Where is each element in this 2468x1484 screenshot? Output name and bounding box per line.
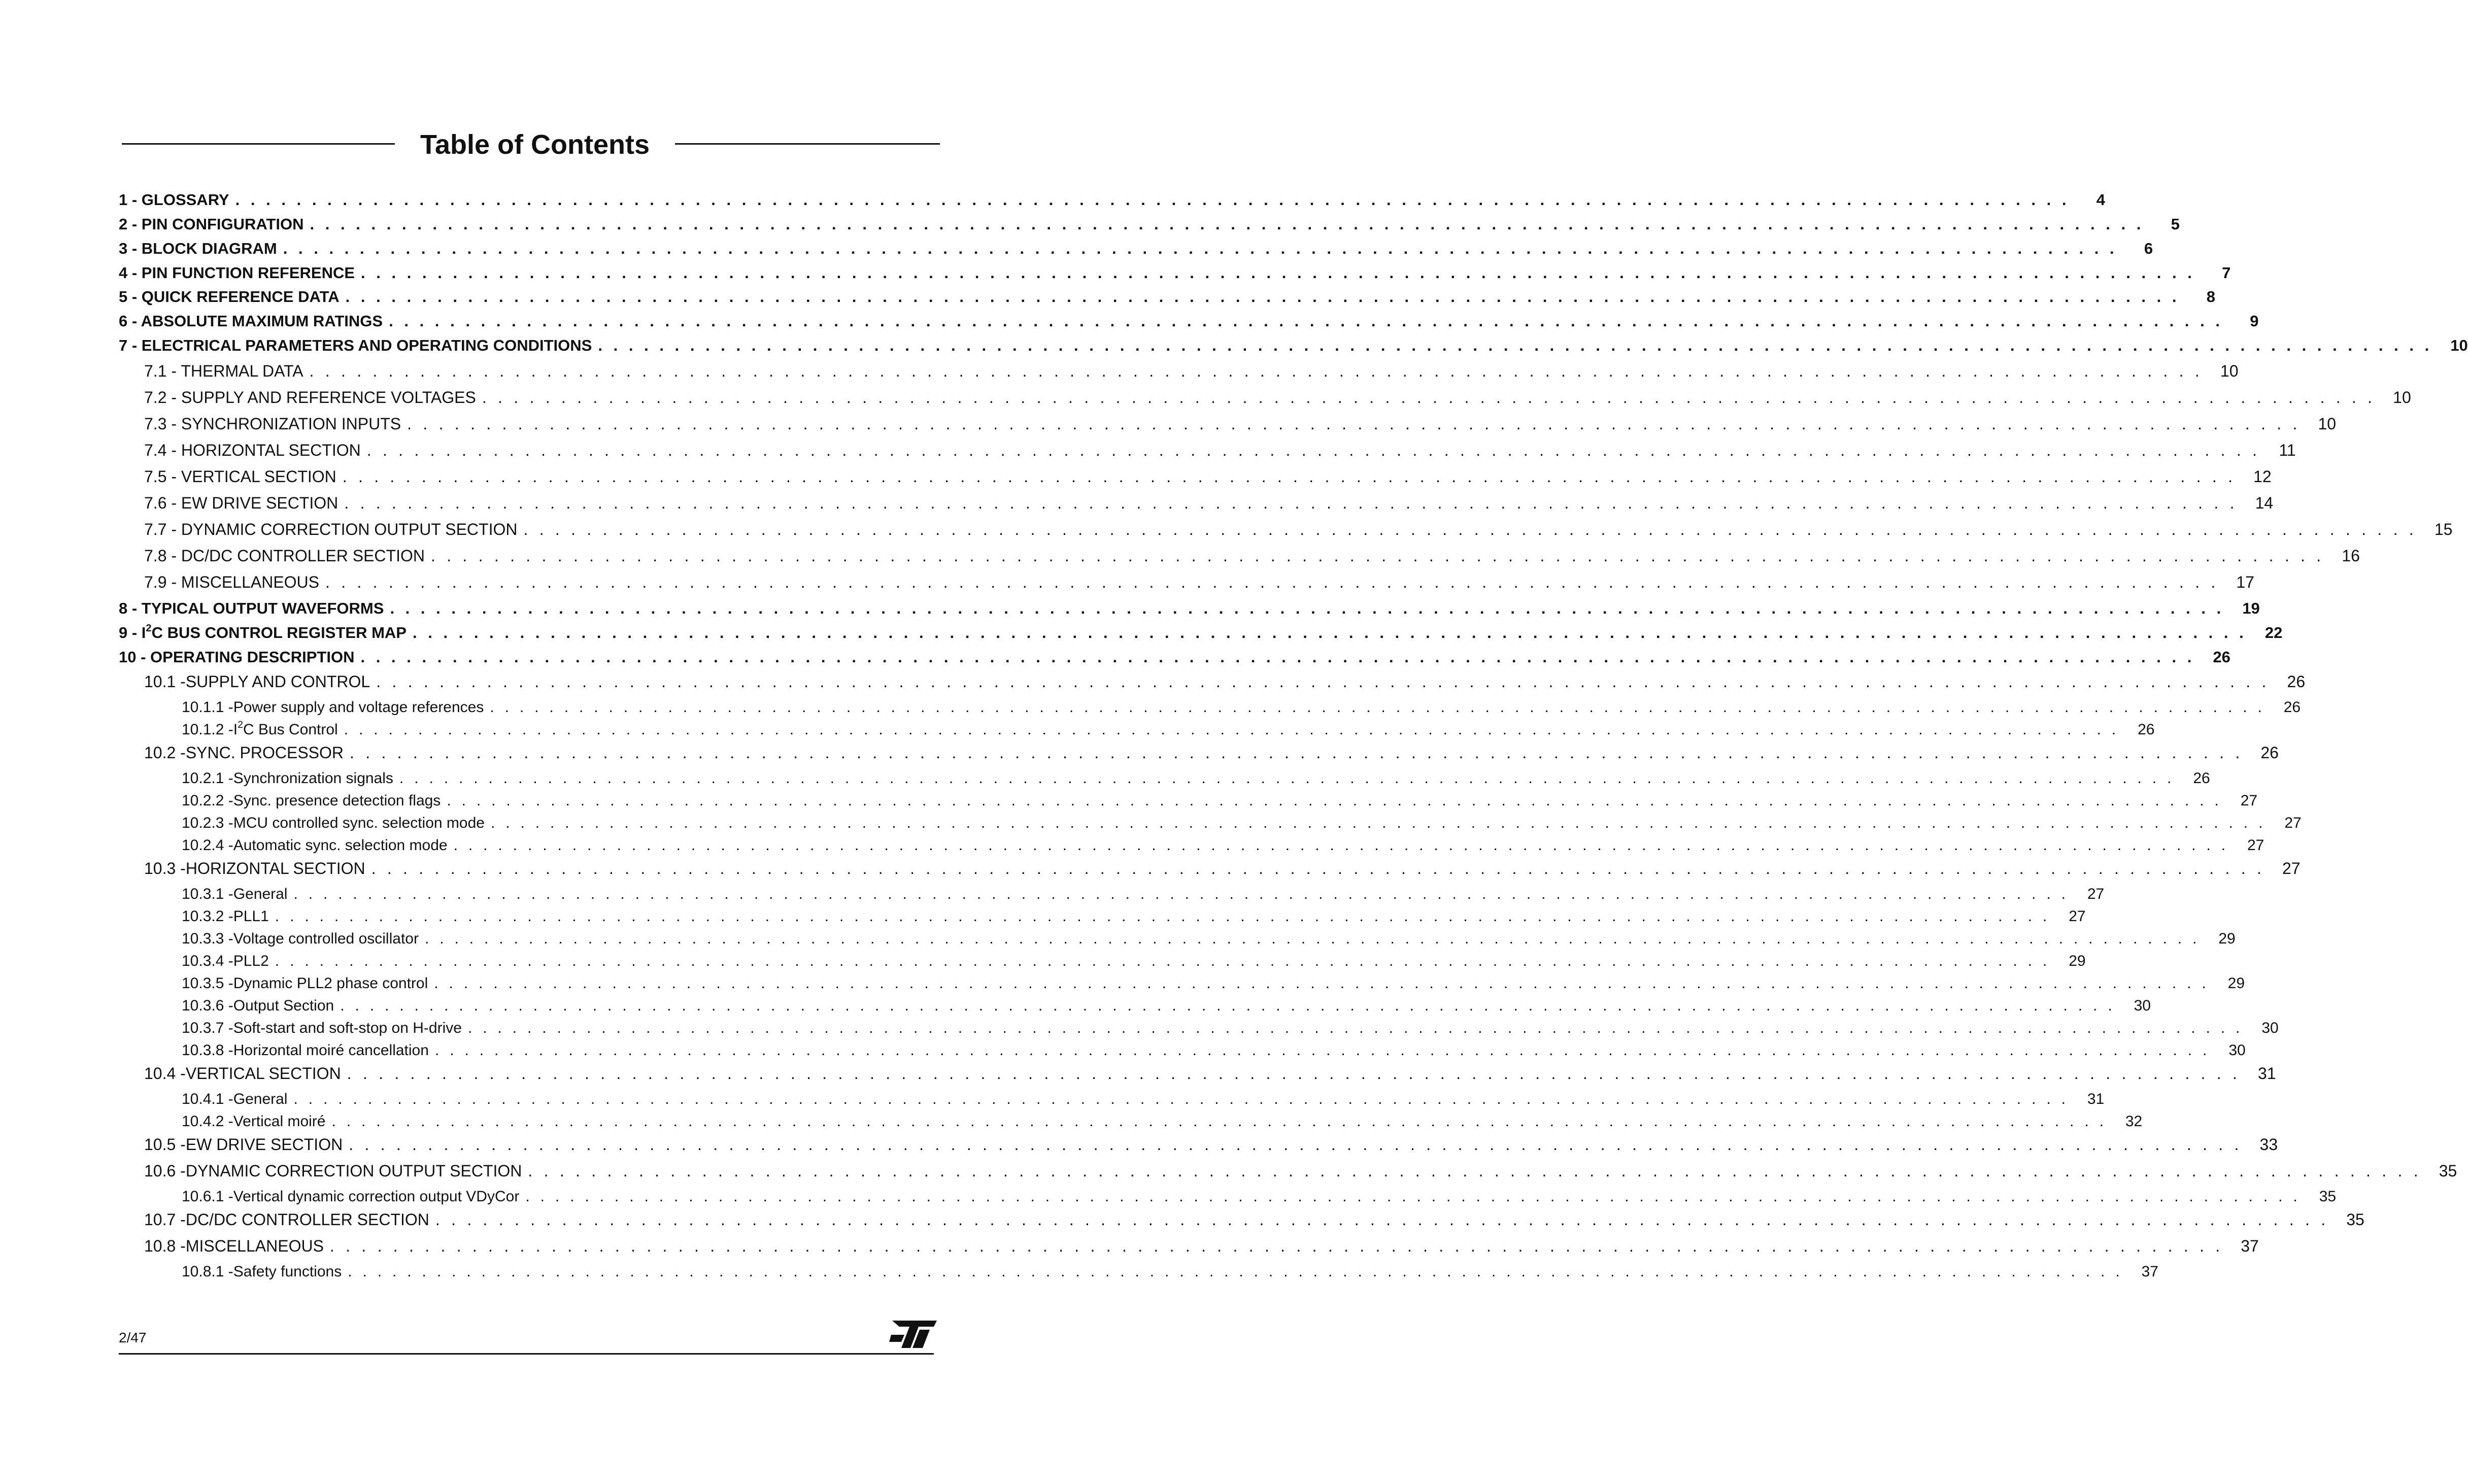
toc-page-number: 9 bbox=[2250, 312, 2259, 330]
toc-entry-label-text: C Bus Control bbox=[243, 721, 338, 738]
toc-entry-label bbox=[144, 494, 338, 513]
toc-entry[interactable] bbox=[182, 908, 2086, 925]
toc-entry-label bbox=[119, 288, 340, 306]
leader-dots: . . . . . . . . . . . . . . . . . . . . . . . . . . . . . . . . . . . . . . . . . . . . . . . . . . . . . . . . . . . . . . . . . . . . . . . . . . . . . . . . . . . . . . . . . . . . . . . . . . . . . . . . . . . . . . . . . . . . . . . . bbox=[376, 672, 2270, 691]
toc-entry-label-text: 10.2.4 -Automatic sync. selection mode bbox=[182, 837, 448, 854]
leader-dots: . . . . . . . . . . . . . . . . . . . . . . . . . . . . . . . . . . . . . . . . . . . . . . . . . . . . . . . . . . . . . . . . . . . . . . . . . . . . . . . . . . . . . . . . . . . . . . . . . . . . . . . . . . . . . . . . . . . . . . . . bbox=[350, 744, 2243, 762]
toc-entry-label-text: 7.8 - DC/DC CONTROLLER SECTION bbox=[144, 547, 425, 565]
toc-entry-label bbox=[119, 215, 304, 233]
toc-page-number: 27 bbox=[2240, 792, 2258, 809]
toc-entry-label bbox=[144, 1064, 341, 1083]
superscript: 2 bbox=[146, 622, 152, 634]
toc-page-number: 30 bbox=[2134, 997, 2151, 1014]
toc-page-number: 35 bbox=[2346, 1210, 2364, 1229]
toc-entry-label-text: 10.6.1 -Vertical dynamic correction output VDyCor bbox=[182, 1188, 520, 1205]
toc-entry-label-text: 8 - TYPICAL OUTPUT WAVEFORMS bbox=[119, 599, 384, 617]
toc-entry-label-text: 10.2.1 -Synchronization signals bbox=[182, 770, 393, 787]
toc-entry-label-text: 10.3.4 -PLL2 bbox=[182, 953, 269, 969]
toc-entry-label-text: 6 - ABSOLUTE MAXIMUM RATINGS bbox=[119, 312, 383, 330]
toc-entry[interactable] bbox=[144, 494, 2274, 513]
toc-entry[interactable] bbox=[182, 792, 2258, 810]
leader-dots: . . . . . . . . . . . . . . . . . . . . . . . . . . . . . . . . . . . . . . . . . . . . . . . . . . . . . . . . . . . . . . . . . . . . . . . . . . . . . . . . . . . . . . . . . . . . . . . . . . . . . . . . . . . . . . . . . . . . . . . . bbox=[528, 1162, 2422, 1180]
toc-entry-label bbox=[182, 792, 441, 810]
leader-dots: . . . . . . . . . . . . . . . . . . . . . . . . . . . . . . . . . . . . . . . . . . . . . . . . . . . . . . . . . . . . . . . . . . . . . . . . . . . . . . . . . . . . . . . . . . . . . . . . . . . . . . . . . . . . . . . . . . . . . . . . bbox=[523, 520, 2417, 538]
toc-page-number: 27 bbox=[2284, 815, 2302, 831]
leader-dots: . . . . . . . . . . . . . . . . . . . . . . . . . . . . . . . . . . . . . . . . . . . . . . . . . . . . . . . . . . . . . . . . . . . . . . . . . . . . . . . . . . . . . . . . . . . . . . . . . . . . . . . . . . . . . . . . . . . . . . . . bbox=[310, 215, 2144, 233]
toc-entry-label-text: 10 - OPERATING DESCRIPTION bbox=[119, 648, 355, 666]
superscript: 2 bbox=[238, 719, 243, 731]
toc-entry[interactable] bbox=[144, 573, 2254, 592]
leader-dots: . . . . . . . . . . . . . . . . . . . . . . . . . . . . . . . . . . . . . . . . . . . . . . . . . . . . . . . . . . . . . . . . . . . . . . . . . . . . . . . . . . . . . . . . . . . . . . . . . . . . . . . . . . . . . . . . . . . . . . . . bbox=[389, 312, 2223, 330]
toc-page-number: 10 bbox=[2393, 388, 2411, 407]
toc-entry[interactable] bbox=[182, 930, 2236, 948]
toc-page-number: 10 bbox=[2318, 415, 2337, 433]
leader-dots: . . . . . . . . . . . . . . . . . . . . . . . . . . . . . . . . . . . . . . . . . . . . . . . . . . . . . . . . . . . . . . . . . . . . . . . . . . . . . . . . . . . . . . . . . . . . . . . . . . . . . . . . . . . . . . . . . . . . . . . . bbox=[361, 264, 2195, 282]
toc-page-number: 26 bbox=[2213, 648, 2230, 666]
leader-dots: . . . . . . . . . . . . . . . . . . . . . . . . . . . . . . . . . . . . . . . . . . . . . . . . . . . . . . . . . . . . . . . . . . . . . . . . . . . . . . . . . . . . . . . . . . . . . . . . . . . . . . . . . . . . . . . . . . . . . . . . bbox=[447, 792, 2222, 809]
leader-dots: . . . . . . . . . . . . . . . . . . . . . . . . . . . . . . . . . . . . . . . . . . . . . . . . . . . . . . . . . . . . . . . . . . . . . . . . . . . . . . . . . . . . . . . . . . . . . . . . . . . . . . . . . . . . . . . . . . . . . . . . bbox=[309, 362, 2203, 380]
leader-dots: . . . . . . . . . . . . . . . . . . . . . . . . . . . . . . . . . . . . . . . . . . . . . . . . . . . . . . . . . . . . . . . . . . . . . . . . . . . . . . . . . . . . . . . . . . . . . . . . . . . . . . . . . . . . . . . . . . . . . . . . bbox=[348, 1263, 2123, 1280]
toc-entry-label bbox=[144, 744, 344, 762]
toc-entry[interactable] bbox=[144, 441, 2296, 460]
toc-page-number: 4 bbox=[2096, 191, 2105, 209]
toc-entry-label bbox=[182, 930, 419, 948]
toc-page-number: 30 bbox=[2228, 1042, 2246, 1059]
toc-entry-label bbox=[144, 1237, 324, 1256]
leader-dots: . . . . . . . . . . . . . . . . . . . . . . . . . . . . . . . . . . . . . . . . . . . . . . . . . . . . . . . . . . . . . . . . . . . . . . . . . . . . . . . . . . . . . . . . . . . . . . . . . . . . . . . . . . . . . . . . . . . . . . . . bbox=[490, 699, 2266, 716]
toc-entry-label bbox=[182, 997, 334, 1015]
toc-entry-label bbox=[144, 1162, 522, 1181]
toc-page-number: 26 bbox=[2138, 721, 2155, 738]
footer-rule bbox=[119, 1353, 934, 1355]
toc-page-number: 37 bbox=[2241, 1237, 2259, 1255]
toc-page-number: 8 bbox=[2206, 288, 2215, 306]
page-title: Table of Contents bbox=[420, 129, 650, 160]
toc-entry[interactable] bbox=[144, 1162, 2457, 1181]
toc-page-number: 35 bbox=[2319, 1188, 2337, 1205]
leader-dots: . . . . . . . . . . . . . . . . . . . . . . . . . . . . . . . . . . . . . . . . . . . . . . . . . . . . . . . . . . . . . . . . . . . . . . . . . . . . . . . . . . . . . . . . . . . . . . . . . . . . . . . . . . . . . . . . . . . . . . . . bbox=[598, 336, 2432, 354]
toc-entry-label-text: 10.8 -MISCELLANEOUS bbox=[144, 1237, 324, 1255]
toc-entry[interactable] bbox=[144, 1135, 2278, 1154]
toc-entry[interactable] bbox=[119, 599, 2260, 618]
toc-page-number: 12 bbox=[2253, 467, 2272, 486]
toc-entry-label bbox=[119, 312, 383, 330]
toc-page-number: 6 bbox=[2144, 240, 2153, 257]
leader-dots: . . . . . . . . . . . . . . . . . . . . . . . . . . . . . . . . . . . . . . . . . . . . . . . . . . . . . . . . . . . . . . . . . . . . . . . . . . . . . . . . . . . . . . . . . . . . . . . . . . . . . . . . . . . . . . . . . . . . . . . . bbox=[399, 770, 2175, 787]
toc-entry-label-text: 10.3.3 -Voltage controlled oscillator bbox=[182, 930, 419, 947]
toc-entry[interactable] bbox=[119, 648, 2230, 666]
toc-entry-label-text: 10.2.2 -Sync. presence detection flags bbox=[182, 792, 441, 809]
toc-entry-label bbox=[144, 441, 361, 460]
toc-entry-label-text: 10.5 -EW DRIVE SECTION bbox=[144, 1135, 343, 1154]
leader-dots: . . . . . . . . . . . . . . . . . . . . . . . . . . . . . . . . . . . . . . . . . . . . . . . . . . . . . . . . . . . . . . . . . . . . . . . . . . . . . . . . . . . . . . . . . . . . . . . . . . . . . . . . . . . . . . . . . . . . . . . . bbox=[430, 547, 2324, 565]
toc-entry[interactable] bbox=[182, 1188, 2337, 1205]
toc-entry[interactable] bbox=[182, 886, 2105, 903]
toc-entry-label bbox=[182, 770, 393, 787]
toc-entry[interactable] bbox=[144, 467, 2272, 486]
toc-entry-label-text: 10.8.1 -Safety functions bbox=[182, 1263, 342, 1280]
toc-page-number: 29 bbox=[2218, 930, 2236, 947]
toc-entry[interactable] bbox=[182, 1020, 2279, 1037]
toc-entry-label-text: 9 - I bbox=[119, 624, 146, 642]
leader-dots: . . . . . . . . . . . . . . . . . . . . . . . . . . . . . . . . . . . . . . . . . . . . . . . . . . . . . . . . . . . . . . . . . . . . . . . . . . . . . . . . . . . . . . . . . . . . . . . . . . . . . . . . . . . . . . . . . . . . . . . . bbox=[293, 1091, 2069, 1107]
toc-page-number: 33 bbox=[2259, 1135, 2278, 1154]
toc-entry-label bbox=[144, 520, 517, 539]
leader-dots: . . . . . . . . . . . . . . . . . . . . . . . . . . . . . . . . . . . . . . . . . . . . . . . . . . . . . . . . . . . . . . . . . . . . . . . . . . . . . . . . . . . . . . . . . . . . . . . . . . . . . . . . . . . . . . . . . . . . . . . . bbox=[329, 1237, 2223, 1255]
leader-dots: . . . . . . . . . . . . . . . . . . . . . . . . . . . . . . . . . . . . . . . . . . . . . . . . . . . . . . . . . . . . . . . . . . . . . . . . . . . . . . . . . . . . . . . . . . . . . . . . . . . . . . . . . . . . . . . . . . . . . . . . bbox=[283, 240, 2118, 257]
toc-entry[interactable] bbox=[144, 672, 2306, 691]
leader-dots: . . . . . . . . . . . . . . . . . . . . . . . . . . . . . . . . . . . . . . . . . . . . . . . . . . . . . . . . . . . . . . . . . . . . . . . . . . . . . . . . . . . . . . . . . . . . . . . . . . . . . . . . . . . . . . . . . . . . . . . . bbox=[424, 930, 2200, 947]
toc-entry-label-text: 10.6 -DYNAMIC CORRECTION OUTPUT SECTION bbox=[144, 1162, 522, 1180]
toc-entry-label-text: 7.1 - THERMAL DATA bbox=[144, 362, 303, 380]
title-row bbox=[122, 127, 940, 167]
toc-entry-label bbox=[182, 1042, 429, 1059]
toc-entry[interactable] bbox=[119, 288, 2215, 306]
leader-dots: . . . . . . . . . . . . . . . . . . . . . . . . . . . . . . . . . . . . . . . . . . . . . . . . . . . . . . . . . . . . . . . . . . . . . . . . . . . . . . . . . . . . . . . . . . . . . . . . . . . . . . . . . . . . . . . . . . . . . . . . bbox=[371, 859, 2265, 878]
toc-entry[interactable] bbox=[119, 312, 2259, 330]
toc-entry[interactable] bbox=[182, 770, 2210, 787]
leader-dots: . . . . . . . . . . . . . . . . . . . . . . . . . . . . . . . . . . . . . . . . . . . . . . . . . . . . . . . . . . . . . . . . . . . . . . . . . . . . . . . . . . . . . . . . . . . . . . . . . . . . . . . . . . . . . . . . . . . . . . . . bbox=[325, 573, 2219, 591]
leader-dots: . . . . . . . . . . . . . . . . . . . . . . . . . . . . . . . . . . . . . . . . . . . . . . . . . . . . . . . . . . . . . . . . . . . . . . . . . . . . . . . . . . . . . . . . . . . . . . . . . . . . . . . . . . . . . . . . . . . . . . . . bbox=[366, 441, 2260, 459]
toc-entry[interactable] bbox=[119, 622, 2283, 642]
toc-page-number: 27 bbox=[2087, 886, 2105, 902]
toc-entry-label-text: 1 - GLOSSARY bbox=[119, 191, 229, 209]
toc-entry[interactable] bbox=[144, 1237, 2259, 1256]
toc-entry-label bbox=[119, 264, 355, 282]
leader-dots: . . . . . . . . . . . . . . . . . . . . . . . . . . . . . . . . . . . . . . . . . . . . . . . . . . . . . . . . . . . . . . . . . . . . . . . . . . . . . . . . . . . . . . . . . . . . . . . . . . . . . . . . . . . . . . . . . . . . . . . . bbox=[344, 494, 2238, 512]
leader-dots: . . . . . . . . . . . . . . . . . . . . . . . . . . . . . . . . . . . . . . . . . . . . . . . . . . . . . . . . . . . . . . . . . . . . . . . . . . . . . . . . . . . . . . . . . . . . . . . . . . . . . . . . . . . . . . . . . . . . . . . . bbox=[347, 1064, 2241, 1083]
toc-entry-label bbox=[182, 721, 338, 738]
toc-entry-label bbox=[119, 624, 407, 642]
leader-dots: . . . . . . . . . . . . . . . . . . . . . . . . . . . . . . . . . . . . . . . . . . . . . . . . . . . . . . . . . . . . . . . . . . . . . . . . . . . . . . . . . . . . . . . . . . . . . . . . . . . . . . . . . . . . . . . . . . . . . . . . bbox=[349, 1135, 2243, 1154]
leader-dots: . . . . . . . . . . . . . . . . . . . . . . . . . . . . . . . . . . . . . . . . . . . . . . . . . . . . . . . . . . . . . . . . . . . . . . . . . . . . . . . . . . . . . . . . . . . . . . . . . . . . . . . . . . . . . . . . . . . . . . . . bbox=[407, 415, 2301, 433]
leader-dots: . . . . . . . . . . . . . . . . . . . . . . . . . . . . . . . . . . . . . . . . . . . . . . . . . . . . . . . . . . . . . . . . . . . . . . . . . . . . . . . . . . . . . . . . . . . . . . . . . . . . . . . . . . . . . . . . . . . . . . . . bbox=[490, 815, 2266, 831]
toc-entry-label-text: 7.4 - HORIZONTAL SECTION bbox=[144, 441, 361, 459]
toc-entry-label-text: 10.2.3 -MCU controlled sync. selection mode bbox=[182, 815, 485, 831]
toc-entry-label bbox=[144, 573, 319, 592]
toc-entry-label-text: 10.1.2 -I bbox=[182, 721, 238, 738]
leader-dots: . . . . . . . . . . . . . . . . . . . . . . . . . . . . . . . . . . . . . . . . . . . . . . . . . . . . . . . . . . . . . . . . . . . . . . . . . . . . . . . . . . . . . . . . . . . . . . . . . . . . . . . . . . . . . . . . . . . . . . . . bbox=[331, 1113, 2107, 1130]
toc-page-number: 26 bbox=[2193, 770, 2210, 787]
toc-entry[interactable] bbox=[144, 859, 2301, 878]
toc-page-number: 10 bbox=[2220, 362, 2239, 380]
toc-entry-label-text: 4 - PIN FUNCTION REFERENCE bbox=[119, 264, 355, 282]
toc-entry-label bbox=[144, 362, 303, 381]
toc-entry-label bbox=[182, 1091, 287, 1108]
leader-dots: . . . . . . . . . . . . . . . . . . . . . . . . . . . . . . . . . . . . . . . . . . . . . . . . . . . . . . . . . . . . . . . . . . . . . . . . . . . . . . . . . . . . . . . . . . . . . . . . . . . . . . . . . . . . . . . . . . . . . . . . bbox=[342, 467, 2236, 486]
toc-page-number: 29 bbox=[2069, 953, 2086, 969]
leader-dots: . . . . . . . . . . . . . . . . . . . . . . . . . . . . . . . . . . . . . . . . . . . . . . . . . . . . . . . . . . . . . . . . . . . . . . . . . . . . . . . . . . . . . . . . . . . . . . . . . . . . . . . . . . . . . . . . . . . . . . . . bbox=[412, 624, 2247, 642]
toc-entry[interactable] bbox=[119, 191, 2105, 209]
toc-entry[interactable] bbox=[182, 975, 2245, 992]
leader-dots: . . . . . . . . . . . . . . . . . . . . . . . . . . . . . . . . . . . . . . . . . . . . . . . . . . . . . . . . . . . . . . . . . . . . . . . . . . . . . . . . . . . . . . . . . . . . . . . . . . . . . . . . . . . . . . . . . . . . . . . . bbox=[467, 1020, 2243, 1036]
toc-page-number: 26 bbox=[2260, 744, 2279, 762]
toc-entry-label bbox=[182, 815, 485, 832]
toc-entry[interactable] bbox=[119, 264, 2231, 282]
toc-entry-label-text: 7 - ELECTRICAL PARAMETERS AND OPERATING CONDITIONS bbox=[119, 336, 592, 354]
toc-entry-label-text: 10.4.1 -General bbox=[182, 1091, 288, 1107]
toc-entry[interactable] bbox=[144, 362, 2239, 381]
toc-entry[interactable] bbox=[144, 744, 2279, 762]
toc-entry-label-text: 10.2 -SYNC. PROCESSOR bbox=[144, 744, 344, 762]
toc-entry[interactable] bbox=[144, 547, 2360, 565]
toc-entry-label bbox=[182, 908, 269, 925]
toc-entry[interactable] bbox=[182, 815, 2302, 832]
toc-page-number: 5 bbox=[2171, 215, 2180, 233]
toc-entry-label bbox=[182, 953, 269, 970]
toc-page-number: 29 bbox=[2227, 975, 2245, 992]
toc-entry-label-text: 7.5 - VERTICAL SECTION bbox=[144, 467, 336, 486]
leader-dots: . . . . . . . . . . . . . . . . . . . . . . . . . . . . . . . . . . . . . . . . . . . . . . . . . . . . . . . . . . . . . . . . . . . . . . . . . . . . . . . . . . . . . . . . . . . . . . . . . . . . . . . . . . . . . . . . . . . . . . . . bbox=[340, 997, 2115, 1014]
leader-dots: . . . . . . . . . . . . . . . . . . . . . . . . . . . . . . . . . . . . . . . . . . . . . . . . . . . . . . . . . . . . . . . . . . . . . . . . . . . . . . . . . . . . . . . . . . . . . . . . . . . . . . . . . . . . . . . . . . . . . . . . bbox=[275, 908, 2050, 925]
toc-page-number: 11 bbox=[2279, 441, 2296, 459]
toc-entry-label bbox=[144, 1210, 429, 1229]
toc-entry-label bbox=[182, 699, 484, 716]
toc-entry-label bbox=[144, 859, 365, 878]
toc-page-number: 22 bbox=[2264, 624, 2283, 642]
leader-dots: . . . . . . . . . . . . . . . . . . . . . . . . . . . . . . . . . . . . . . . . . . . . . . . . . . . . . . . . . . . . . . . . . . . . . . . . . . . . . . . . . . . . . . . . . . . . . . . . . . . . . . . . . . . . . . . . . . . . . . . . bbox=[390, 599, 2224, 617]
toc-page-number: 7 bbox=[2222, 264, 2231, 282]
leader-dots: . . . . . . . . . . . . . . . . . . . . . . . . . . . . . . . . . . . . . . . . . . . . . . . . . . . . . . . . . . . . . . . . . . . . . . . . . . . . . . . . . . . . . . . . . . . . . . . . . . . . . . . . . . . . . . . . . . . . . . . . bbox=[345, 288, 2180, 306]
toc-entry[interactable] bbox=[182, 719, 2155, 738]
toc-entry[interactable] bbox=[182, 837, 2264, 854]
toc-entry-label-text: 10.7 -DC/DC CONTROLLER SECTION bbox=[144, 1210, 429, 1229]
toc-page-number: 15 bbox=[2434, 520, 2453, 538]
toc-entry-label-text: 10.4 -VERTICAL SECTION bbox=[144, 1064, 341, 1083]
leader-dots: . . . . . . . . . . . . . . . . . . . . . . . . . . . . . . . . . . . . . . . . . . . . . . . . . . . . . . . . . . . . . . . . . . . . . . . . . . . . . . . . . . . . . . . . . . . . . . . . . . . . . . . . . . . . . . . . . . . . . . . . bbox=[434, 975, 2210, 992]
toc-page-number: 30 bbox=[2261, 1020, 2279, 1036]
leader-dots: . . . . . . . . . . . . . . . . . . . . . . . . . . . . . . . . . . . . . . . . . . . . . . . . . . . . . . . . . . . . . . . . . . . . . . . . . . . . . . . . . . . . . . . . . . . . . . . . . . . . . . . . . . . . . . . . . . . . . . . . bbox=[482, 388, 2376, 407]
toc-entry-label-text: 10.3.6 -Output Section bbox=[182, 997, 334, 1014]
toc-entry-label-text: 10.3 -HORIZONTAL SECTION bbox=[144, 859, 365, 878]
toc-page-number: 37 bbox=[2141, 1263, 2158, 1280]
toc-page-number: 27 bbox=[2282, 859, 2301, 878]
toc-page-number: 31 bbox=[2258, 1064, 2276, 1083]
toc-page-number: 35 bbox=[2439, 1162, 2457, 1180]
leader-dots: . . . . . . . . . . . . . . . . . . . . . . . . . . . . . . . . . . . . . . . . . . . . . . . . . . . . . . . . . . . . . . . . . . . . . . . . . . . . . . . . . . . . . . . . . . . . . . . . . . . . . . . . . . . . . . . . . . . . . . . . bbox=[293, 886, 2069, 902]
toc-entry-label bbox=[182, 1188, 519, 1205]
toc-entry-label bbox=[119, 191, 229, 209]
toc-entry-label-text: 10.3.8 -Horizontal moiré cancellation bbox=[182, 1042, 429, 1059]
toc-entry[interactable] bbox=[119, 215, 2180, 233]
st-logo bbox=[889, 1320, 938, 1349]
toc-page-number: 27 bbox=[2247, 837, 2264, 854]
toc-entry-label-text: 10.3.5 -Dynamic PLL2 phase control bbox=[182, 975, 428, 992]
leader-dots: . . . . . . . . . . . . . . . . . . . . . . . . . . . . . . . . . . . . . . . . . . . . . . . . . . . . . . . . . . . . . . . . . . . . . . . . . . . . . . . . . . . . . . . . . . . . . . . . . . . . . . . . . . . . . . . . . . . . . . . . bbox=[434, 1042, 2210, 1059]
leader-dots: . . . . . . . . . . . . . . . . . . . . . . . . . . . . . . . . . . . . . . . . . . . . . . . . . . . . . . . . . . . . . . . . . . . . . . . . . . . . . . . . . . . . . . . . . . . . . . . . . . . . . . . . . . . . . . . . . . . . . . . . bbox=[453, 837, 2229, 854]
toc-page-number: 14 bbox=[2255, 494, 2274, 512]
leader-dots: . . . . . . . . . . . . . . . . . . . . . . . . . . . . . . . . . . . . . . . . . . . . . . . . . . . . . . . . . . . . . . . . . . . . . . . . . . . . . . . . . . . . . . . . . . . . . . . . . . . . . . . . . . . . . . . . . . . . . . . . bbox=[435, 1210, 2329, 1229]
title-rule-right bbox=[675, 143, 940, 145]
footer-page-number: 2/47 bbox=[119, 1330, 147, 1345]
toc-entry-label-text: 10.3.1 -General bbox=[182, 886, 288, 902]
toc-entry-label-text: 10.3.7 -Soft-start and soft-stop on H-drive bbox=[182, 1020, 462, 1036]
toc-entry-label bbox=[182, 975, 428, 992]
toc-entry[interactable] bbox=[144, 388, 2411, 407]
toc-entry-label bbox=[119, 648, 355, 666]
toc-entry-label bbox=[119, 599, 384, 618]
toc-entry-label-text: 3 - BLOCK DIAGRAM bbox=[119, 240, 277, 257]
toc-entry[interactable] bbox=[182, 997, 2151, 1015]
toc-entry-label-text: 10.3.2 -PLL1 bbox=[182, 908, 269, 925]
toc-entry-label bbox=[182, 1263, 342, 1280]
toc-entry[interactable] bbox=[119, 240, 2153, 258]
leader-dots: . . . . . . . . . . . . . . . . . . . . . . . . . . . . . . . . . . . . . . . . . . . . . . . . . . . . . . . . . . . . . . . . . . . . . . . . . . . . . . . . . . . . . . . . . . . . . . . . . . . . . . . . . . . . . . . . . . . . . . . . bbox=[275, 953, 2050, 969]
toc-entry-label bbox=[144, 388, 476, 407]
toc-page-number: 10 bbox=[2450, 336, 2468, 354]
toc-entry-label-text: C BUS CONTROL REGISTER MAP bbox=[151, 624, 407, 642]
toc-entry-label bbox=[144, 672, 370, 691]
toc-entry[interactable] bbox=[182, 1113, 2143, 1130]
toc-page-number: 26 bbox=[2283, 699, 2301, 716]
toc-entry-label bbox=[119, 336, 592, 355]
toc-entry-label-text: 10.1.1 -Power supply and voltage references bbox=[182, 699, 484, 716]
toc-entry[interactable] bbox=[144, 415, 2337, 433]
toc-entry[interactable] bbox=[144, 520, 2453, 539]
toc-entry-label bbox=[144, 415, 401, 433]
toc-entry-label bbox=[144, 1135, 343, 1154]
toc-entry-label-text: 2 - PIN CONFIGURATION bbox=[119, 215, 304, 233]
toc-entry-label-text: 10.4.2 -Vertical moiré bbox=[182, 1113, 326, 1130]
toc-entry[interactable] bbox=[182, 1042, 2246, 1059]
toc-entry-label-text: 5 - QUICK REFERENCE DATA bbox=[119, 288, 340, 306]
toc-entry-label bbox=[182, 1113, 325, 1130]
toc-entry-label-text: 10.1 -SUPPLY AND CONTROL bbox=[144, 672, 370, 691]
toc-entry[interactable] bbox=[182, 1091, 2105, 1108]
toc-entry-label-text: 7.7 - DYNAMIC CORRECTION OUTPUT SECTION bbox=[144, 520, 518, 538]
leader-dots: . . . . . . . . . . . . . . . . . . . . . . . . . . . . . . . . . . . . . . . . . . . . . . . . . . . . . . . . . . . . . . . . . . . . . . . . . . . . . . . . . . . . . . . . . . . . . . . . . . . . . . . . . . . . . . . . . . . . . . . . bbox=[525, 1188, 2301, 1205]
toc-entry[interactable] bbox=[144, 1064, 2276, 1083]
toc-entry[interactable] bbox=[144, 1210, 2364, 1229]
toc-entry-label bbox=[182, 837, 448, 854]
toc-entry-label-text: 7.3 - SYNCHRONIZATION INPUTS bbox=[144, 415, 401, 433]
title-rule-left bbox=[122, 143, 395, 145]
toc-entry-label bbox=[182, 886, 287, 903]
toc-page-number: 17 bbox=[2236, 573, 2254, 591]
toc-entry-label bbox=[144, 467, 336, 486]
toc-page-number: 27 bbox=[2069, 908, 2086, 925]
toc-page-number: 26 bbox=[2287, 672, 2306, 691]
toc-entry[interactable] bbox=[119, 336, 2468, 355]
toc-entry-label-text: 7.6 - EW DRIVE SECTION bbox=[144, 494, 339, 512]
toc-entry-label-text: 7.2 - SUPPLY AND REFERENCE VOLTAGES bbox=[144, 388, 476, 407]
toc-entry-label-text: 7.9 - MISCELLANEOUS bbox=[144, 573, 319, 591]
toc-entry[interactable] bbox=[182, 699, 2301, 716]
toc-entry[interactable] bbox=[182, 953, 2086, 970]
toc-entry-label bbox=[182, 1020, 462, 1037]
toc-entry-label bbox=[144, 547, 425, 565]
leader-dots: . . . . . . . . . . . . . . . . . . . . . . . . . . . . . . . . . . . . . . . . . . . . . . . . . . . . . . . . . . . . . . . . . . . . . . . . . . . . . . . . . . . . . . . . . . . . . . . . . . . . . . . . . . . . . . . . . . . . . . . . bbox=[235, 191, 2070, 209]
toc-page-number: 31 bbox=[2087, 1091, 2105, 1107]
toc-entry[interactable] bbox=[182, 1263, 2158, 1280]
leader-dots: . . . . . . . . . . . . . . . . . . . . . . . . . . . . . . . . . . . . . . . . . . . . . . . . . . . . . . . . . . . . . . . . . . . . . . . . . . . . . . . . . . . . . . . . . . . . . . . . . . . . . . . . . . . . . . . . . . . . . . . . bbox=[360, 648, 2195, 666]
toc-page-number: 16 bbox=[2342, 547, 2360, 565]
toc-entry-label bbox=[119, 240, 277, 258]
toc-page-number: 32 bbox=[2125, 1113, 2143, 1130]
leader-dots: . . . . . . . . . . . . . . . . . . . . . . . . . . . . . . . . . . . . . . . . . . . . . . . . . . . . . . . . . . . . . . . . . . . . . . . . . . . . . . . . . . . . . . . . . . . . . . . . . . . . . . . . . . . . . . . . . . . . . . . . bbox=[344, 721, 2119, 738]
toc-page-number: 19 bbox=[2242, 599, 2260, 617]
